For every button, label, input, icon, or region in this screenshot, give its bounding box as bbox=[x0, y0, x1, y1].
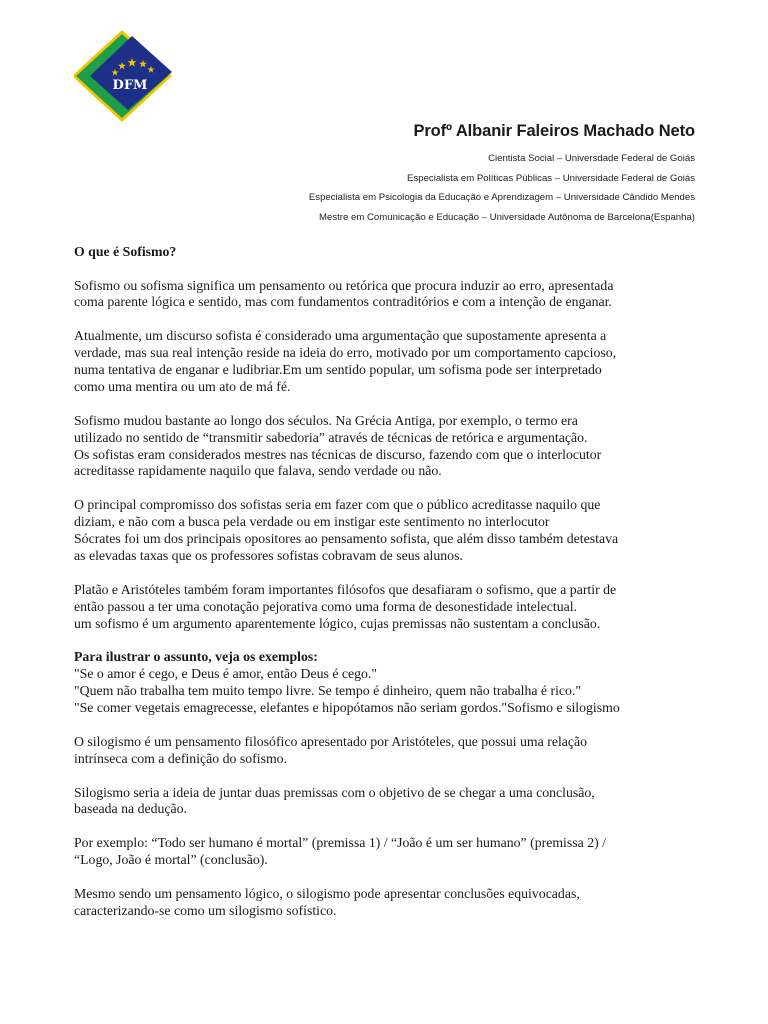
example-line: "Quem não trabalha tem muito tempo livre. Se tempo é dinheiro, quem não trabalha é rico." bbox=[74, 683, 582, 699]
text-line: Sofismo ou sofisma significa um pensamento ou retórica que procura induzir ao erro, apresentada bbox=[74, 277, 614, 293]
credential-line: Mestre em Comunicação e Educação – Universidade Autônoma de Barcelona(Espanha) bbox=[319, 211, 695, 223]
article-title: O que é Sofismo? bbox=[74, 244, 177, 259]
paragraph bbox=[74, 413, 704, 481]
text-line: verdade, mas sua real intenção reside na ideia do erro, motivado por um comportamento capcioso, bbox=[74, 345, 617, 361]
text-line: então passou a ter uma conotação pejorativa como uma forma de desonestidade intelectual. bbox=[74, 598, 578, 614]
example-line: "Se comer vegetais emagrecesse, elefantes e hipopótamos não seriam gordos."Sofismo e silogismo bbox=[74, 700, 620, 716]
examples-block bbox=[74, 649, 704, 717]
examples-heading: Para ilustrar o assunto, veja os exemplos: bbox=[74, 649, 318, 665]
text-line: Silogismo seria a ideia de juntar duas premissas com o objetivo de se chegar a uma conclusão, bbox=[74, 784, 595, 800]
credential-line: Cientista Social – Universdade Federal de Goiás bbox=[488, 153, 695, 164]
paragraph bbox=[74, 734, 704, 768]
paragraph bbox=[74, 582, 704, 633]
text-line: O principal compromisso dos sofistas seria em fazer com que o público acreditasse naquilo que bbox=[74, 497, 601, 513]
text-line: baseada na dedução. bbox=[74, 801, 187, 817]
paragraph bbox=[74, 328, 704, 396]
example-line: "Se o amor é cego, e Deus é amor, então Deus é cego." bbox=[74, 666, 378, 682]
paragraph bbox=[74, 278, 704, 312]
author-header bbox=[309, 122, 695, 227]
paragraph bbox=[74, 497, 704, 565]
text-line: Platão e Aristóteles também foram importantes filósofos que desafiaram o sofismo, que a partir de bbox=[74, 581, 617, 597]
text-line: diziam, e não com a busca pela verdade ou em instigar este sentimento no interlocutor bbox=[74, 514, 550, 530]
text-line: Por exemplo: “Todo ser humano é mortal” (premissa 1) / “João é um ser humano” (premissa 2) / bbox=[74, 835, 606, 851]
author-name: Profº Albanir Faleiros Machado Neto bbox=[413, 122, 695, 140]
dfm-logo-graphic bbox=[74, 28, 174, 124]
text-line: O silogismo é um pensamento filosófico apresentado por Aristóteles, que possui uma relação bbox=[74, 733, 588, 749]
article-body bbox=[74, 244, 704, 937]
text-line: como uma mentira ou um ato de má fé. bbox=[74, 378, 291, 394]
text-line: Atualmente, um discurso sofista é considerado uma argumentação que supostamente apresenta a bbox=[74, 328, 607, 344]
text-line: acreditasse rapidamente naquilo que falava, sendo verdade ou não. bbox=[74, 463, 442, 479]
text-line: caracterizando-se como um silogismo sofístico. bbox=[74, 902, 337, 918]
text-line: Sofismo mudou bastante ao longo dos séculos. Na Grécia Antiga, por exemplo, o termo era bbox=[74, 412, 578, 428]
dfm-logo bbox=[74, 28, 174, 124]
text-line: as elevadas taxas que os professores sofistas cobravam de seus alunos. bbox=[74, 547, 463, 563]
paragraph bbox=[74, 886, 704, 920]
logo-text: DFM bbox=[112, 78, 148, 93]
text-line: coma parente lógica e sentido, mas com fundamentos contraditórios e com a intenção de enganar. bbox=[74, 294, 612, 310]
credential-line: Especialista em Psicologia da Educação e Aprendizagem – Universidade Cândido Mendes bbox=[308, 192, 695, 204]
text-line: “Logo, João é mortal” (conclusão). bbox=[74, 852, 268, 868]
text-line: Sócrates foi um dos principais opositores ao pensamento sofista, que além disso também detestava bbox=[74, 531, 619, 547]
text-line: um sofismo é um argumento aparentemente lógico, cujas premissas não sustentam a conclusão. bbox=[74, 615, 601, 631]
text-line: intrínseca com a definição do sofismo. bbox=[74, 750, 288, 766]
paragraph bbox=[74, 835, 704, 869]
credential-line: Especialista em Políticas Públicas – Universidade Federal de Goiás bbox=[407, 172, 695, 184]
text-line: Os sofistas eram considerados mestres nas técnicas de discurso, fazendo com que o interlocutor bbox=[74, 446, 602, 462]
text-line: utilizado no sentido de “transmitir sabedoria” através de técnicas de retórica e argumentação. bbox=[74, 429, 588, 445]
text-line: Mesmo sendo um pensamento lógico, o silogismo pode apresentar conclusões equivocadas, bbox=[74, 885, 580, 901]
paragraph bbox=[74, 785, 704, 819]
text-line: numa tentativa de enganar e ludibriar.Em um sentido popular, um sofisma pode ser interpretado bbox=[74, 362, 602, 378]
